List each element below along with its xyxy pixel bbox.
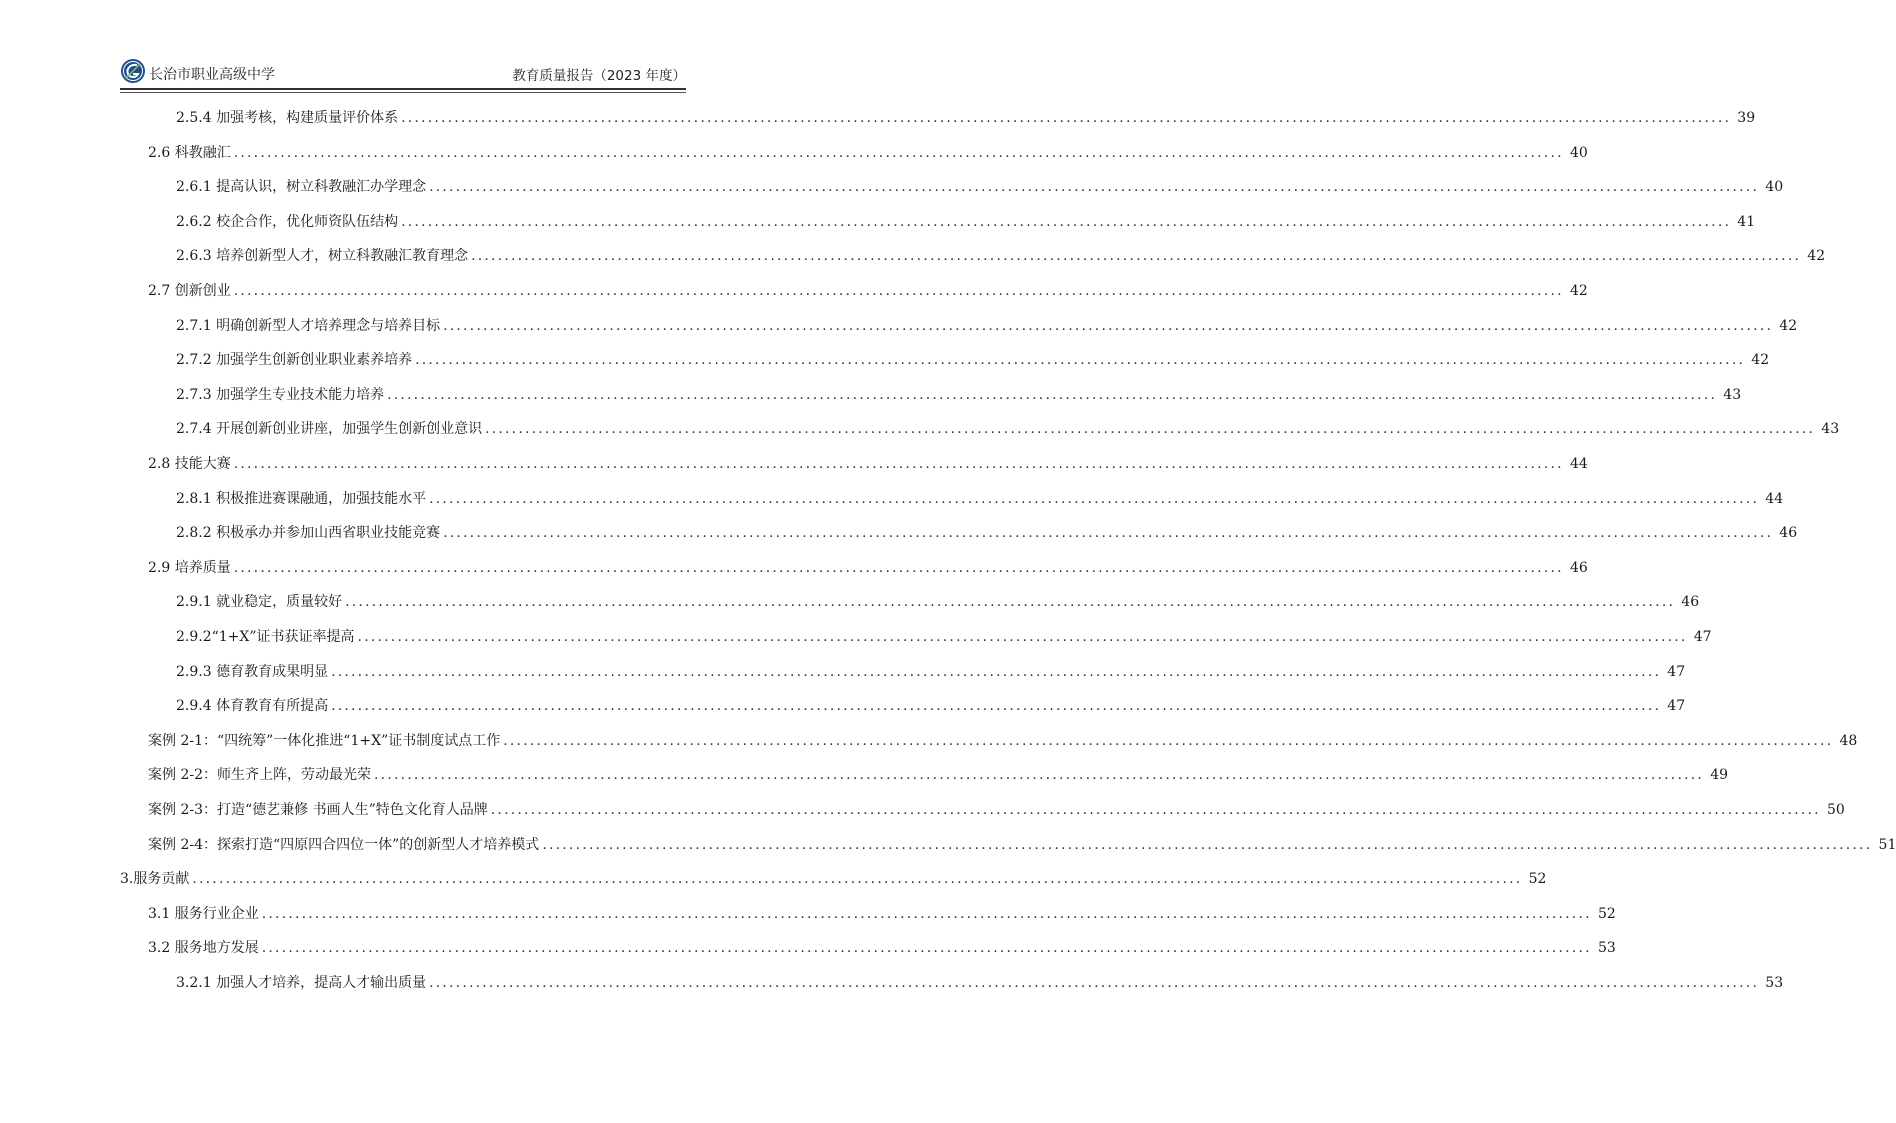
toc-leader-dots: ........................................................................................................................................................................................................ xyxy=(233,456,1564,472)
toc-entry-title: 2.8 技能大赛 xyxy=(148,456,231,472)
toc-entry-title: 2.9.2“1+X”证书获证率提高 xyxy=(176,629,355,645)
toc-entry[interactable] xyxy=(176,516,1798,550)
toc-leader-dots: ........................................................................................................................................................................................................ xyxy=(401,110,1732,126)
school-name: 长治市职业高级中学 xyxy=(149,67,275,83)
toc-entry-title: 3.2 服务地方发展 xyxy=(148,940,259,957)
toc-entry[interactable] xyxy=(176,101,1756,135)
toc-entry-page: 43 xyxy=(1723,386,1742,403)
toc-leader-dots: ........................................................................................................................................................................................................ xyxy=(415,352,1746,369)
toc-leader-dots: ........................................................................................................................................................................................................ xyxy=(233,559,1564,576)
toc-entry[interactable] xyxy=(148,758,1729,792)
toc-entry[interactable] xyxy=(176,585,1700,619)
toc-entry[interactable] xyxy=(176,343,1770,377)
toc-entry-page: 43 xyxy=(1821,421,1840,438)
toc-entry-title: 2.5.4 加强考核，构建质量评价体系 xyxy=(176,110,399,126)
toc-entry-title: 2.6.1 提高认识，树立科教融汇办学理念 xyxy=(176,179,427,196)
toc-entry[interactable] xyxy=(176,655,1686,689)
toc-entry-title: 案例 2-2：师生齐上阵，劳动最光荣 xyxy=(148,767,371,784)
toc-leader-dots: ........................................................................................................................................................................................................ xyxy=(443,317,1774,334)
toc-entry-page: 40 xyxy=(1569,144,1588,161)
toc-entry-title: 2.7 创新创业 xyxy=(148,283,231,299)
toc-entry[interactable] xyxy=(148,931,1616,965)
toc-entry[interactable] xyxy=(176,482,1784,516)
toc-entry[interactable] xyxy=(148,793,1845,827)
toc-entry-page: 52 xyxy=(1597,905,1616,922)
toc-entry[interactable] xyxy=(176,412,1840,446)
toc-leader-dots: ........................................................................................................................................................................................................ xyxy=(331,698,1662,715)
report-title: 教育质量报告（2023 年度） xyxy=(512,68,686,84)
toc-leader-dots: ........................................................................................................................................................................................................ xyxy=(357,629,1688,645)
toc-leader-dots: ........................................................................................................................................................................................................ xyxy=(374,767,1705,784)
toc-entry-page: 39 xyxy=(1737,110,1756,126)
toc-entry-page: 52 xyxy=(1528,871,1547,888)
toc-entry[interactable] xyxy=(148,274,1588,308)
toc-leader-dots: ........................................................................................................................................................................................................ xyxy=(542,836,1873,853)
toc-entry-page: 48 xyxy=(1839,732,1858,749)
toc-leader-dots: ........................................................................................................................................................................................................ xyxy=(471,248,1802,265)
header-divider xyxy=(120,88,686,90)
school-emblem-icon xyxy=(120,58,146,84)
toc-leader-dots: ........................................................................................................................................................................................................ xyxy=(233,144,1564,161)
toc-entry-page: 47 xyxy=(1667,663,1686,680)
toc-entry-title: 2.7.2 加强学生创新创业职业素养培养 xyxy=(176,352,413,369)
toc-entry-title: 2.9.3 德育教育成果明显 xyxy=(176,663,329,680)
toc-entry-page: 42 xyxy=(1807,248,1826,265)
toc-entry-page: 44 xyxy=(1765,490,1784,507)
toc-entry-title: 2.8.1 积极推进赛课融通，加强技能水平 xyxy=(176,490,427,507)
toc-entry[interactable] xyxy=(176,689,1686,723)
toc-leader-dots: ........................................................................................................................................................................................................ xyxy=(429,179,1760,196)
toc-entry[interactable] xyxy=(148,897,1616,931)
toc-entry[interactable] xyxy=(176,620,1712,654)
toc-entry-title: 3.服务贡献 xyxy=(120,871,190,888)
toc-leader-dots: ........................................................................................................................................................................................................ xyxy=(261,940,1592,957)
toc-leader-dots: ........................................................................................................................................................................................................ xyxy=(429,975,1760,991)
toc-entry[interactable] xyxy=(176,205,1756,239)
toc-leader-dots: ........................................................................................................................................................................................................ xyxy=(443,525,1774,542)
toc-leader-dots: ........................................................................................................................................................................................................ xyxy=(485,421,1816,438)
toc-leader-dots: ........................................................................................................................................................................................................ xyxy=(490,802,1821,818)
toc-entry-page: 42 xyxy=(1569,283,1588,299)
toc-leader-dots: ........................................................................................................................................................................................................ xyxy=(401,213,1732,230)
toc-entry-title: 案例 2-4：探索打造“四原四合四位一体”的创新型人才培养模式 xyxy=(148,836,540,853)
toc-leader-dots: ........................................................................................................................................................................................................ xyxy=(429,490,1760,507)
header-divider-thin xyxy=(120,92,686,93)
toc-entry-page: 42 xyxy=(1751,352,1770,369)
toc-entry[interactable] xyxy=(176,378,1742,412)
toc-leader-dots: ........................................................................................................................................................................................................ xyxy=(261,905,1592,922)
toc-entry[interactable] xyxy=(176,170,1784,204)
toc-entry-title: 2.9.4 体育教育有所提高 xyxy=(176,698,329,715)
toc-entry[interactable] xyxy=(148,828,1896,862)
toc-entry-page: 53 xyxy=(1765,975,1784,991)
toc-entry-title: 3.1 服务行业企业 xyxy=(148,905,259,922)
toc-entry-page: 46 xyxy=(1779,525,1798,542)
toc-entry-page: 47 xyxy=(1667,698,1686,715)
toc-entry-title: 2.7.4 开展创新创业讲座，加强学生创新创业意识 xyxy=(176,421,483,438)
toc-entry-title: 2.6 科教融汇 xyxy=(148,144,231,161)
toc-entry[interactable] xyxy=(176,309,1798,343)
toc-entry[interactable] xyxy=(176,239,1826,273)
toc-entry-page: 51 xyxy=(1878,836,1896,853)
toc-entry-page: 44 xyxy=(1569,456,1588,472)
toc-entry-title: 3.2.1 加强人才培养，提高人才输出质量 xyxy=(176,975,427,991)
toc-leader-dots: ........................................................................................................................................................................................................ xyxy=(503,732,1834,749)
toc-entry[interactable] xyxy=(148,447,1588,481)
toc-entry-page: 42 xyxy=(1779,317,1798,334)
toc-entry-page: 40 xyxy=(1765,179,1784,196)
toc-entry[interactable] xyxy=(148,136,1588,170)
toc-leader-dots: ........................................................................................................................................................................................................ xyxy=(192,871,1523,888)
toc-entry-title: 案例 2-1：“四统筹”一体化推进“1+X”证书制度试点工作 xyxy=(148,732,501,749)
toc-entry-title: 案例 2-3：打造“德艺兼修 书画人生”特色文化育人品牌 xyxy=(148,802,488,818)
toc-entry-page: 46 xyxy=(1569,559,1588,576)
toc-entry-title: 2.8.2 积极承办并参加山西省职业技能竞赛 xyxy=(176,525,441,542)
toc-entry[interactable] xyxy=(148,724,1858,758)
toc-entry-title: 2.7.3 加强学生专业技术能力培养 xyxy=(176,386,385,403)
toc-entry[interactable] xyxy=(120,862,1547,896)
toc-entry-title: 2.6.3 培养创新型人才，树立科教融汇教育理念 xyxy=(176,248,469,265)
toc-leader-dots: ........................................................................................................................................................................................................ xyxy=(331,663,1662,680)
toc-leader-dots: ........................................................................................................................................................................................................ xyxy=(387,386,1718,403)
toc-entry-page: 47 xyxy=(1693,629,1712,645)
page-header xyxy=(120,58,686,88)
toc-entry-page: 53 xyxy=(1597,940,1616,957)
toc-entry-page: 46 xyxy=(1681,594,1700,611)
toc-entry-title: 2.7.1 明确创新型人才培养理念与培养目标 xyxy=(176,317,441,334)
toc-entry-title: 2.9.1 就业稳定，质量较好 xyxy=(176,594,343,611)
toc-leader-dots: ........................................................................................................................................................................................................ xyxy=(345,594,1676,611)
toc-entry-page: 50 xyxy=(1826,802,1845,818)
toc-entry-page: 41 xyxy=(1737,213,1756,230)
toc-leader-dots: ........................................................................................................................................................................................................ xyxy=(233,283,1564,299)
toc-entry-title: 2.9 培养质量 xyxy=(148,559,231,576)
toc-entry-page: 49 xyxy=(1710,767,1729,784)
toc-entry-title: 2.6.2 校企合作，优化师资队伍结构 xyxy=(176,213,399,230)
toc-entry[interactable] xyxy=(148,551,1588,585)
toc-entry[interactable] xyxy=(176,966,1784,1000)
